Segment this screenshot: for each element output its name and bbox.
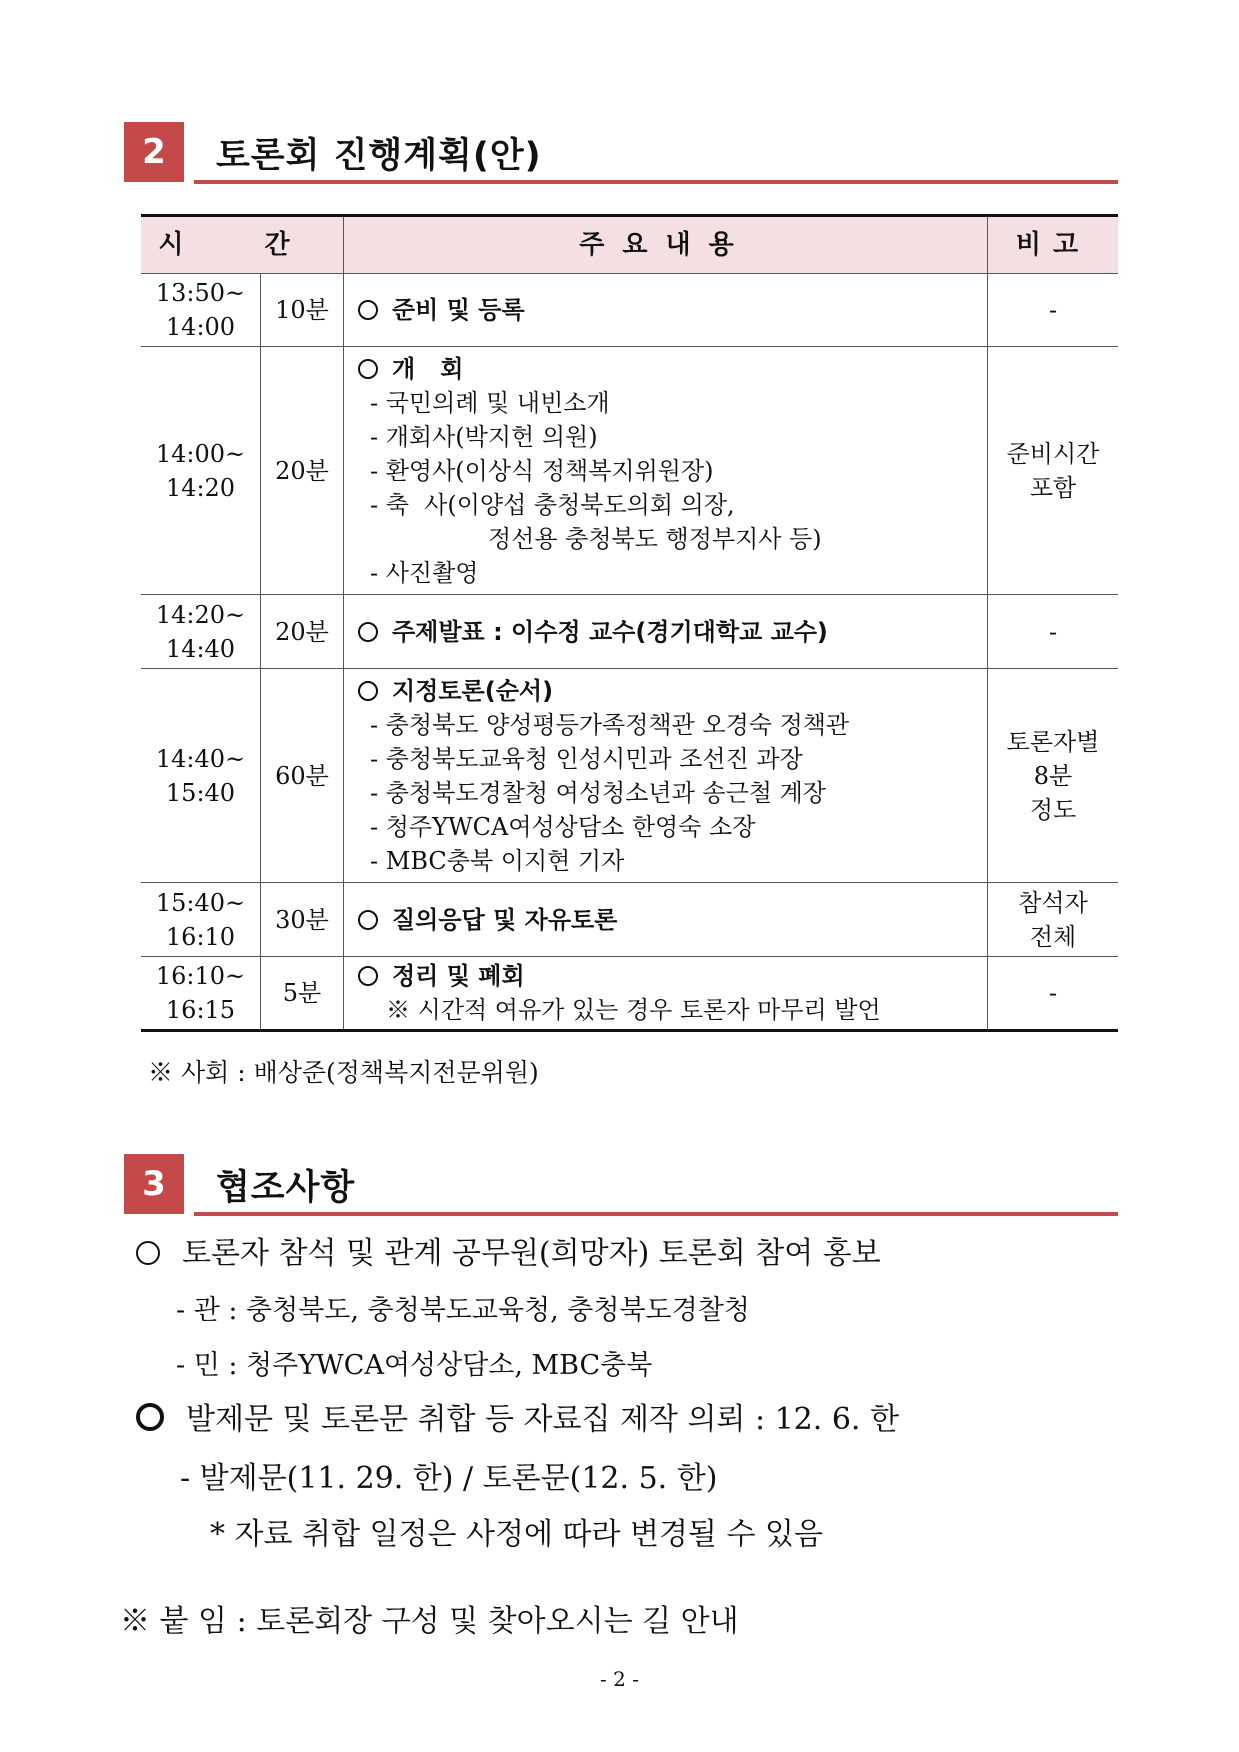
note-cell [988, 595, 1119, 669]
circle-bullet-icon [358, 910, 378, 930]
item-title [358, 615, 987, 649]
time-end: 14:00 [165, 313, 236, 341]
section-3-number: 3 [124, 1154, 184, 1214]
coop-item-2-text: 발제문 및 토론문 취합 등 자료집 제작 의뢰 : 12. 6. 한 [186, 1402, 899, 1437]
note-cell [988, 883, 1119, 957]
schedule-table [141, 214, 1118, 1032]
table-header-row [141, 216, 1118, 274]
section-3-underline [194, 1212, 1118, 1216]
item-title-text: 지정토론(순서) [392, 676, 554, 705]
note-text: 포함 [1029, 473, 1077, 502]
duration-cell: 10분 [261, 274, 344, 347]
sub-line: - 축 사(이양섭 충청북도의회 의장, [370, 490, 735, 519]
note-text: - [1048, 979, 1058, 1007]
table-row [141, 595, 1118, 669]
sub-line: - 환영사(이상식 정책복지위원장) [370, 456, 714, 485]
coop-item-1 [136, 1228, 881, 1272]
time-start: 14:40~ [155, 744, 246, 773]
coop-item-1-sub-2: - 민 : 청주YWCA여성상담소, MBC충북 [176, 1350, 653, 1381]
section-3-heading [124, 1154, 1118, 1216]
duration-cell: 30분 [261, 883, 344, 957]
time-start: 13:50~ [155, 279, 246, 307]
sub-line: - 청주YWCA여성상담소 한영숙 소장 [370, 812, 756, 841]
time-start: 15:40~ [155, 888, 246, 917]
sub-line: - 충청북도교육청 인성시민과 조선진 과장 [370, 744, 803, 773]
note-cell [988, 274, 1119, 347]
section-3-title: 협조사항 [216, 1168, 356, 1208]
note-text: 토론자별 [1006, 727, 1100, 756]
table-row [141, 669, 1118, 883]
section-2-heading [124, 122, 1118, 184]
circle-bullet-icon [358, 681, 378, 701]
item-title [358, 674, 987, 708]
time-end: 16:10 [165, 922, 236, 951]
time-end: 16:15 [165, 996, 236, 1024]
coop-item-1-text: 토론자 참석 및 관계 공무원(희망자) 토론회 참여 홍보 [182, 1236, 881, 1271]
table-row [141, 347, 1118, 595]
duration-cell: 20분 [261, 347, 344, 595]
note-text: 참석자 [1018, 888, 1088, 917]
sub-line: - 사진촬영 [370, 558, 479, 587]
note-text: 정도 [1029, 795, 1077, 824]
time-start: 14:20~ [155, 600, 246, 629]
time-end: 14:20 [165, 473, 236, 502]
sub-line: - MBC충북 이지현 기자 [370, 846, 625, 875]
content-cell [344, 347, 988, 595]
table-row [141, 274, 1118, 347]
time-cell [141, 669, 261, 883]
item-title-text: 주제발표 : 이수정 교수(경기대학교 교수) [392, 617, 828, 646]
content-cell [344, 274, 988, 347]
time-end: 15:40 [165, 778, 236, 807]
item-title [358, 352, 987, 386]
circle-bullet-icon [136, 1403, 164, 1431]
section-2-underline [194, 180, 1118, 184]
time-cell [141, 595, 261, 669]
circle-bullet-icon [358, 966, 378, 986]
coop-item-2 [136, 1394, 899, 1438]
coop-item-2-sub-2: * 자료 취합 일정은 사정에 따라 변경될 수 있음 [210, 1517, 823, 1552]
circle-bullet-icon [358, 359, 378, 379]
time-cell [141, 957, 261, 1031]
duration-cell: 5분 [261, 957, 344, 1031]
item-title [358, 293, 987, 327]
content-cell [344, 883, 988, 957]
circle-bullet-icon [358, 300, 378, 320]
item-title [358, 903, 987, 937]
sub-line: - 국민의례 및 내빈소개 [370, 388, 610, 417]
table-row [141, 957, 1118, 1031]
content-cell [344, 669, 988, 883]
circle-bullet-icon [136, 1241, 160, 1265]
section-2-title: 토론회 진행계획(안) [216, 136, 542, 176]
duration-cell: 60분 [261, 669, 344, 883]
table-row [141, 883, 1118, 957]
time-cell [141, 347, 261, 595]
page-number: - 2 - [600, 1667, 639, 1691]
sub-line: - 충청북도경찰청 여성청소년과 송근철 계장 [370, 778, 826, 807]
moderator-note: ※ 사회 : 배상준(정책복지전문위원) [148, 1058, 539, 1087]
coop-item-1-sub-1: - 관 : 충청북도, 충청북도교육청, 충청북도경찰청 [176, 1295, 750, 1326]
time-start: 14:00~ [155, 439, 246, 468]
header-note: 비고 [988, 216, 1119, 274]
note-text: - [1048, 296, 1058, 324]
note-cell [988, 669, 1119, 883]
note-text: - [1048, 617, 1058, 646]
header-content: 주요내용 [344, 216, 988, 274]
note-text: 준비시간 [1006, 439, 1100, 468]
item-title-text: 정리 및 폐회 [392, 962, 525, 990]
note-text: 전체 [1029, 922, 1077, 951]
item-title-text: 질의응답 및 자유토론 [392, 905, 618, 934]
time-end: 14:40 [165, 634, 236, 663]
duration-cell: 20분 [261, 595, 344, 669]
note-cell [988, 347, 1119, 595]
note-text: 8분 [1033, 761, 1073, 790]
time-start: 16:10~ [155, 962, 246, 990]
time-cell [141, 883, 261, 957]
note-cell [988, 957, 1119, 1031]
item-title [358, 959, 987, 993]
time-cell [141, 274, 261, 347]
section-2-number: 2 [124, 122, 184, 182]
sub-line: - 충청북도 양성평등가족정책관 오경숙 정책관 [370, 710, 850, 739]
sub-line: - 개회사(박지헌 의원) [370, 422, 598, 451]
sub-line: 정선용 충청북도 행정부지사 등) [488, 524, 822, 553]
circle-bullet-icon [358, 622, 378, 642]
content-cell [344, 957, 988, 1031]
header-time: 시 간 [141, 216, 344, 274]
coop-item-2-sub-1: - 발제문(11. 29. 한) / 토론문(12. 5. 한) [180, 1461, 718, 1496]
content-cell [344, 595, 988, 669]
attachment-note: ※ 붙 임 : 토론회장 구성 및 찾아오시는 길 안내 [120, 1604, 739, 1639]
item-title-text: 개 회 [392, 354, 464, 383]
item-title-text: 준비 및 등록 [392, 296, 525, 324]
sub-line: ※ 시간적 여유가 있는 경우 토론자 마무리 발언 [386, 996, 881, 1024]
